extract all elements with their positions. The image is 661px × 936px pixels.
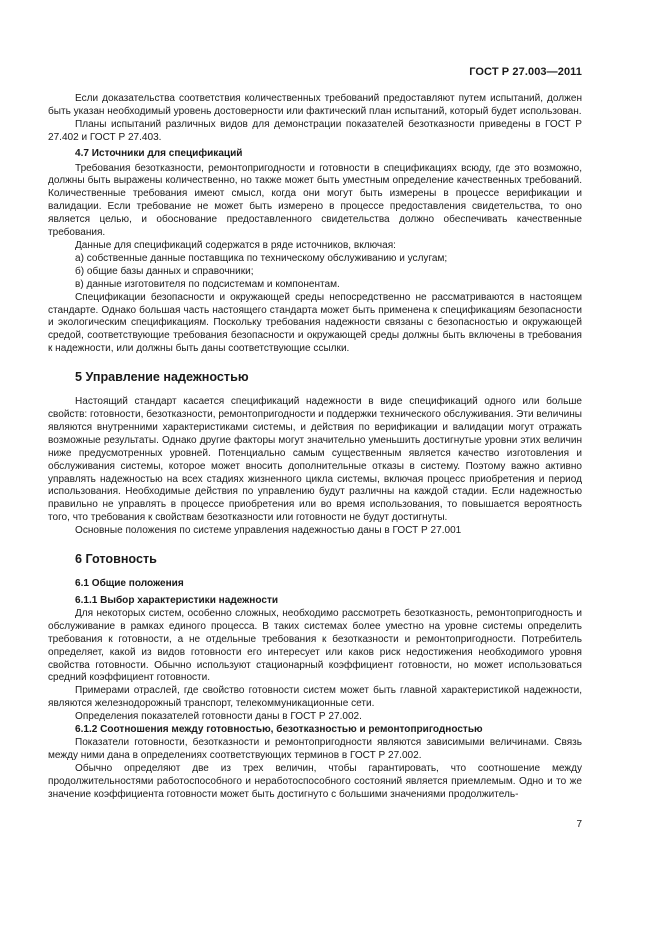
section-heading-5: 5 Управление надежностью — [75, 370, 249, 385]
list-item: в) данные изготовителя по подсистемам и компонентам. — [75, 278, 340, 290]
paragraph: Если доказательства соответствия количественных требований предоставляют путем испытаний, должен быть указан необходимый уровень достоверности или фактический план испытаний, который будет использован. — [48, 93, 582, 117]
paragraph: Данные для спецификаций содержатся в ряде источников, включая: — [75, 239, 396, 251]
paragraph: Для некоторых систем, особенно сложных, необходимо рассмотреть безотказность, ремонтопригодность и обслуживание в рамках единого процесса. В таких системах более уместно на уровне системы определить требования к готовности, а не отдельные требования к безотказности и ремонтопригодности. Потребитель определяет, какой из видов готовности его интересует или каков риск недостижения необходимого уровня свойства готовности. Обычно используют стационарный коэффициент готовности, но может использоваться средний коэффициент готовности. — [48, 607, 582, 684]
list-item: а) собственные данные поставщика по техническому обслуживанию и услугам; — [75, 252, 448, 264]
section-heading-6-1-2: 6.1.2 Соотношения между готовностью, безотказностью и ремонтопригодностью — [75, 724, 483, 736]
paragraph: Основные положения по системе управления надежностью даны в ГОСТ Р 27.001 — [75, 525, 462, 537]
section-heading-6-1: 6.1 Общие положения — [75, 578, 184, 590]
paragraph: Планы испытаний различных видов для демонстрации показателей безотказности приведены в ГОСТ Р 27.402 и ГОСТ Р 27.403. — [48, 118, 582, 143]
section-heading-6-1-1: 6.1.1 Выбор характеристики надежности — [75, 595, 279, 606]
paragraph: Определения показателей готовности даны в ГОСТ Р 27.002. — [75, 711, 362, 723]
section-heading-6: 6 Готовность — [75, 552, 157, 567]
section-heading-4-7: 4.7 Источники для спецификаций — [75, 147, 243, 159]
paragraph: Показатели готовности, безотказности и ремонтопригодности являются зависимыми величинами. Связь между ними дана в определениях соответствующих терминов в ГОСТ Р 27.002. — [48, 736, 582, 761]
paragraph: Обычно определяют две из трех величин, чтобы гарантировать, что соотношение между продолжительностями работоспособного и неработоспособного состояний является приемлемым. Одно и то же значение коэффициента готовности может быть достигнуто с большими значениями продолжитель- — [48, 762, 582, 800]
document-body — [48, 93, 582, 802]
paragraph: Примерами отраслей, где свойство готовности систем может быть главной характеристикой надежности, являются железнодорожный транспорт, телекоммуникационные сети. — [48, 685, 582, 710]
page-number: 7 — [576, 819, 582, 830]
paragraph: Спецификации безопасности и окружающей среды непосредственно не рассматриваются в настоящем стандарте. Однако большая часть настоящего стандарта может быть применена к спецификациям безопасности и экологическим спецификациям. Поскольку требования надежности связаны с безопасностью и окружающей средой, соответствующие требования безопасности и окружающей среды должны быть включены в требования к надежности, или должны быть даны соответствующие ссылки. — [48, 291, 582, 355]
paragraph: Требования безотказности, ремонтопригодности и готовности в спецификациях всюду, где это возможно, должны быть выражены количественно, но также может быть уместным определение качественных требований. Количественные требования имеют смысл, когда они могут быть измерены в процессе верификации и валидации. Если требование не может быть измерено в процессе предоставления свидетельства, то оно является целью, и обоснование предоставленного свидетельства должно обеспечивать качественные требования. — [48, 162, 582, 239]
paragraph: Настоящий стандарт касается спецификаций надежности в виде спецификаций одного или больше свойств: готовности, безотказности, ремонтопригодности и поддержки технического обслуживания. Эти величины являются внутренними характеристиками системы, и действия по верификации и валидации могут отражать возможные результаты. Однако другие факторы могут значительно уменьшить достигнутые уровни этих величин ниже предусмотренных уровней. Потенциально самым существенным является качество изготовления и обслуживания системы, которое может вносить дополнительные отказы в систему. Поэтому важно активно управлять надежностью на всех стадиях жизненного цикла системы, включая процесс приобретения и период использования. Необходимые действия по управлению будут различны на каждой стадии. Если надежностью правильно не управлять в процессе приобретения или во время использования, то повышается вероятность того, что требования к свойствам безотказности или готовности не будут достигнуты. — [48, 396, 582, 524]
document-header: ГОСТ Р 27.003—2011 — [469, 66, 582, 78]
list-item: б) общие базы данных и справочники; — [75, 265, 254, 277]
